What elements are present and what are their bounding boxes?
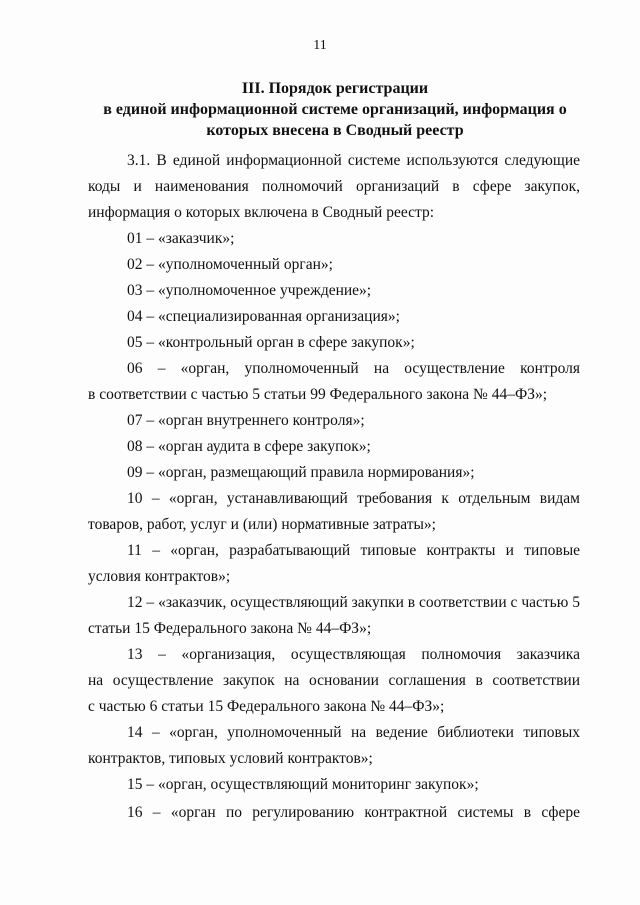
paragraph-line: статьи 15 Федерального закона № 44–ФЗ»;	[88, 620, 372, 638]
section-heading	[90, 78, 580, 141]
heading-line: которых внесена в Сводный реестр	[206, 122, 464, 139]
paragraph-line: 09 – «орган, размещающий правила нормирования»;	[127, 464, 475, 481]
paragraph-line: 03 – «уполномоченное учреждение»;	[127, 282, 372, 299]
heading-line: в единой информационной системе организаций, информация о	[103, 101, 567, 118]
paragraph-line: условия контрактов»;	[88, 568, 231, 586]
paragraph-line: 07 – «орган внутреннего контроля»;	[127, 412, 365, 429]
paragraph-line: 3.1. В единой информационной системе используются следующие	[127, 152, 580, 169]
paragraph-line: 06 – «орган, уполномоченный на осуществление контроля	[127, 360, 580, 377]
paragraph-line: 10 – «орган, устанавливающий требования к отдельным видам	[127, 490, 580, 507]
paragraph-line: 08 – «орган аудита в сфере закупок»;	[127, 438, 371, 455]
paragraph-line: 13 – «организация, осуществляющая полномочия заказчика	[127, 646, 580, 663]
paragraph-line: контрактов, типовых условий контрактов»;	[88, 750, 373, 768]
paragraph-line: на осуществление закупок на основании соглашения в соответствии	[88, 672, 580, 690]
paragraph-line: 01 – «заказчик»;	[127, 230, 235, 247]
heading-line: III. Порядок регистрации	[241, 80, 429, 97]
paragraph-line: коды и наименования полномочий организаций в сфере закупок,	[88, 178, 580, 196]
paragraph-line: в соответствии с частью 5 статьи 99 Федерального закона № 44–ФЗ»;	[88, 386, 548, 404]
paragraph-line: 02 – «уполномоченный орган»;	[127, 256, 333, 273]
paragraph-line: 05 – «контрольный орган в сфере закупок»;	[127, 334, 415, 351]
paragraph-line: 04 – «специализированная организация»;	[127, 308, 400, 325]
paragraph-line: с частью 6 статьи 15 Федерального закона № 44–ФЗ»;	[88, 698, 445, 716]
paragraph-line: 11 – «орган, разрабатывающий типовые контракты и типовые	[127, 542, 580, 559]
page-number: 11	[313, 38, 327, 53]
paragraph-line: информация о которых включена в Сводный реестр:	[88, 204, 435, 222]
paragraph-line: товаров, работ, услуг и (или) нормативные затраты»;	[88, 516, 436, 534]
paragraph-line: 12 – «заказчик, осуществляющий закупки в соответствии с частью 5	[127, 594, 580, 611]
paragraph-line: 16 – «орган по регулированию контрактной системы в сфере	[127, 804, 580, 821]
paragraph-line: 15 – «орган, осуществляющий мониторинг закупок»;	[127, 776, 479, 793]
paragraph-line: 14 – «орган, уполномоченный на ведение библиотеки типовых	[127, 724, 580, 741]
